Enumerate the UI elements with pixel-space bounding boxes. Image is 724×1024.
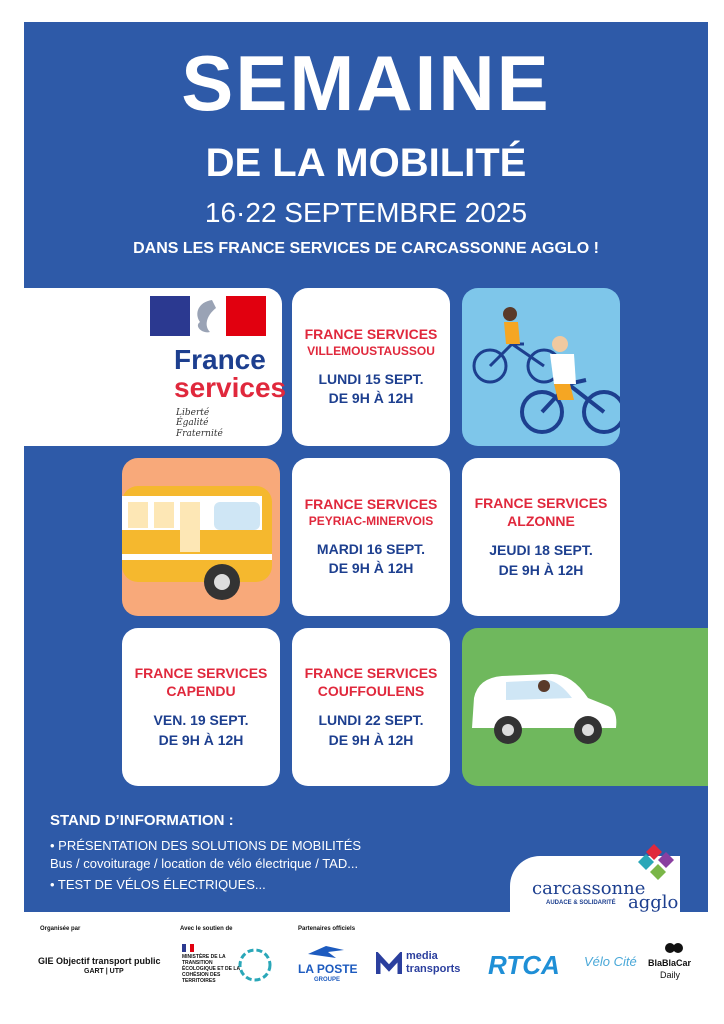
gart-utp-logo: GART | UTP bbox=[84, 968, 124, 975]
velo-cite-logo: Vélo Cité bbox=[584, 954, 637, 969]
event-card-capendu bbox=[122, 628, 280, 786]
ministere-logo: MINISTÈRE DE LA TRANSITION ÉCOLOGIQUE ET DE LA COHÉSION DES TERRITOIRES bbox=[182, 954, 240, 984]
agglo-name-1: carcassonne bbox=[532, 878, 646, 899]
la-poste-bird-icon bbox=[306, 944, 346, 960]
event-time: DE 9H À 12H bbox=[498, 561, 584, 578]
logo-motto bbox=[176, 408, 223, 439]
motto-liberte: Liberté bbox=[176, 408, 210, 418]
la-poste-logo: LA POSTE bbox=[298, 962, 358, 976]
event-place: FRANCE SERVICES bbox=[304, 496, 438, 513]
la-poste-group: GROUPE bbox=[314, 977, 341, 983]
event-card-villemoustaussou bbox=[292, 288, 450, 446]
motto-fraternite: Fraternité bbox=[176, 428, 223, 439]
france-services-logo bbox=[24, 288, 287, 446]
event-day: LUNDI 22 SEPT. bbox=[318, 712, 424, 728]
blablacar-icon bbox=[664, 938, 684, 954]
event-day: VEN. 19 SEPT. bbox=[153, 712, 249, 728]
partners-label: Partenaires officiels bbox=[298, 926, 356, 932]
event-town: PEYRIAC-MINERVOIS bbox=[308, 513, 434, 528]
event-time: DE 9H À 12H bbox=[328, 560, 414, 577]
event-town: ALZONNE bbox=[507, 512, 575, 529]
media-transports-word-2: transports bbox=[406, 963, 461, 975]
bus-illustration bbox=[122, 458, 280, 616]
event-day: MARDI 16 SEPT. bbox=[316, 540, 426, 557]
agglo-motto: AUDACE & SOLIDARITÉ bbox=[546, 900, 616, 906]
agglo-diamonds-icon bbox=[630, 842, 680, 882]
event-time: DE 9H À 12H bbox=[158, 731, 244, 748]
car-icon bbox=[462, 628, 622, 786]
event-dates: 16·22 SEPTEMBRE 2025 bbox=[204, 197, 528, 228]
stand-line-3: • TEST DE VÉLOS ÉLECTRIQUES... bbox=[50, 877, 266, 893]
event-time: DE 9H À 12H bbox=[328, 390, 414, 407]
motto-egalite: Égalité bbox=[176, 418, 209, 429]
gie-logo: GIE Objectif transport public bbox=[38, 956, 161, 966]
support-label: Avec le soutien de bbox=[180, 926, 233, 932]
organised-by-label: Organisée par bbox=[40, 926, 81, 932]
event-time: DE 9H À 12H bbox=[328, 731, 414, 748]
page-title: SEMAINE bbox=[181, 39, 551, 127]
carcassonne-agglo-logo bbox=[510, 856, 680, 916]
info-stand-section bbox=[50, 812, 361, 894]
car-illustration bbox=[462, 628, 708, 786]
ministere-flag-icon bbox=[182, 944, 194, 952]
event-card-couffoulens bbox=[292, 628, 450, 786]
media-transports-m-icon bbox=[376, 952, 402, 976]
agglo-name-2: agglo bbox=[628, 892, 679, 913]
blablacar-daily: Daily bbox=[660, 970, 681, 980]
event-card-peyriac-minervois bbox=[292, 458, 450, 616]
cyclists-icon bbox=[462, 288, 620, 446]
bus-icon bbox=[122, 458, 280, 616]
event-day: JEUDI 18 SEPT. bbox=[489, 542, 593, 558]
event-place: FRANCE SERVICES bbox=[304, 326, 438, 343]
event-place: FRANCE SERVICES bbox=[134, 665, 268, 681]
rtca-logo: RTCA bbox=[488, 950, 560, 980]
event-day: LUNDI 15 SEPT. bbox=[318, 370, 424, 387]
event-town: CAPENDU bbox=[166, 682, 236, 699]
stand-line-1: • PRÉSENTATION DES SOLUTIONS DE MOBILITÉS bbox=[50, 838, 362, 853]
event-town: COUFFOULENS bbox=[317, 682, 425, 699]
logo-word-services: services bbox=[174, 372, 287, 403]
bicycles-illustration bbox=[462, 288, 620, 446]
semaine-mobilite-badge-icon bbox=[238, 948, 272, 982]
event-card-alzonne bbox=[462, 458, 620, 616]
stand-title: STAND D’INFORMATION : bbox=[50, 812, 234, 829]
stand-line-2: Bus / covoiturage / location de vélo électrique / TAD... bbox=[50, 855, 359, 871]
logo-word-france: France bbox=[174, 344, 266, 375]
event-town: VILLEMOUSTAUSSOU bbox=[307, 343, 435, 358]
tagline: DANS LES FRANCE SERVICES DE CARCASSONNE AGGLO ! bbox=[133, 240, 599, 257]
event-place: FRANCE SERVICES bbox=[474, 495, 608, 511]
media-transports-word-1: media bbox=[406, 950, 438, 962]
marianne-flag-icon bbox=[150, 296, 270, 344]
blablacar-logo: BlaBlaCar bbox=[648, 958, 692, 968]
page-subtitle: DE LA MOBILITÉ bbox=[205, 141, 527, 185]
event-place: FRANCE SERVICES bbox=[304, 665, 438, 681]
